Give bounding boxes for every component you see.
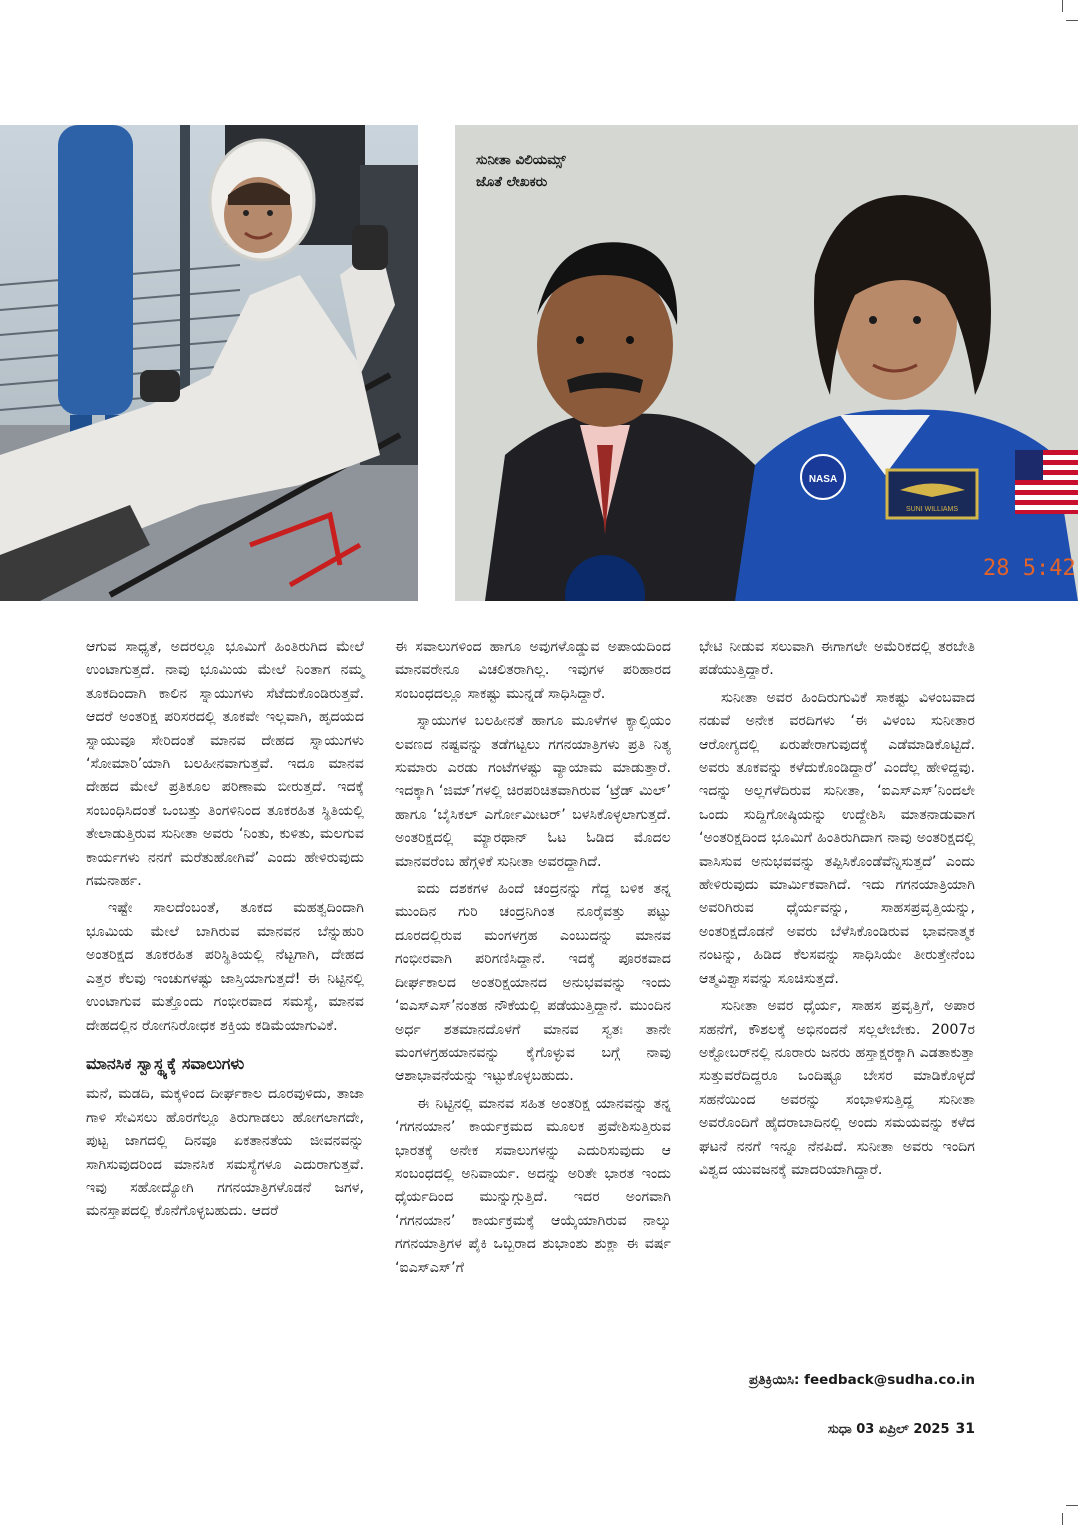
feedback-line: ಪ್ರತಿಕ್ರಿಯಿಸಿ: feedback@sudha.co.in (749, 1372, 975, 1388)
sunita-author-photo (455, 125, 1078, 601)
page-footer (828, 1421, 975, 1437)
article-column-1 (86, 636, 364, 1224)
name-tag-text: SUNI WILLIAMS (905, 506, 959, 513)
astronaut-stretcher-photo (0, 125, 418, 601)
photo-caption (476, 149, 566, 193)
crop-mark (1062, 0, 1063, 12)
section-heading: ಮಾನಸಿಕ ಸ್ವಾಸ್ಥ್ಯಕ್ಕೆ ಸವಾಲುಗಳು (86, 1053, 245, 1073)
issue-info: ಸುಧಾ 03 ಏಪ್ರಿಲ್ 2025 (827, 1422, 950, 1437)
crop-mark (1066, 20, 1078, 21)
page-number: 31 (955, 1421, 975, 1437)
article-column-2 (395, 636, 671, 1280)
nasa-patch-text: NASA (808, 474, 838, 485)
paragraph: ಮನೆ, ಮಡದಿ, ಮಕ್ಕಳಿಂದ ದೀರ್ಘಕಾಲ ದೂರವುಳಿದು, ತಾಜಾ ಗಾಳಿ ಸೇವಿಸಲು ಹೊರಗೆಲ್ಲೂ ತಿರುಗಾಡಲು ಹೋಗಲಾಗದೇ, ಪುಟ್ಟ ಜಾಗದಲ್ಲಿ ದಿನವೂ ಏಕತಾನತೆಯ ಜೀವನವನ್ನು ಸಾಗಿಸುವುದರಿಂದ ಮಾನಸಿಕ ಸಮಸ್ಯೆಗಳೂ ಎದುರಾಗುತ್ತವೆ. ಇವು ಸಹೋದ್ಯೋಗಿ ಗಗನಯಾತ್ರಿಗಳೊಡನೆ ಜಗಳ, ಮನಸ್ತಾಪದಲ್ಲಿ ಕೊನೆಗೊಳ್ಳಬಹುದು. ಆದರೆ (86, 1086, 364, 1220)
caption-line-1: ಸುನೀತಾ ವಿಲಿಯಮ್ಸ್ (476, 152, 566, 168)
paragraph: ಭೇಟಿ ನೀಡುವ ಸಲುವಾಗಿ ಈಗಾಗಲೇ ಅಮೆರಿಕದಲ್ಲಿ ತರಬೇತಿ ಪಡೆಯುತ್ತಿದ್ದಾರೆ. (699, 639, 975, 679)
paragraph: ಸ್ನಾಯುಗಳ ಬಲಹೀನತೆ ಹಾಗೂ ಮೂಳೆಗಳ ಕ್ಯಾಲ್ಸಿಯಂ ಲವಣದ ನಷ್ಟವನ್ನು ತಡೆಗಟ್ಟಲು ಗಗನಯಾತ್ರಿಗಳು ಪ್ರತಿ ನಿತ್ಯ ಸುಮಾರು ಎರಡು ಗಂಟೆಗಳಷ್ಟು ವ್ಯಾಯಾಮ ಮಾಡುತ್ತಾರೆ. ಇದಕ್ಕಾಗಿ ‘ಜಿಮ್’ಗಳಲ್ಲಿ ಚಿರಪರಿಚಿತವಾಗಿರುವ ‘ಟ್ರೆಡ್ ಮಿಲ್’ ಹಾಗೂ ‘ಬೈಸಿಕಲ್ ಎರ್ಗೋಮೀಟರ್’ ಬಳಸಿಕೊಳ್ಳಲಾಗುತ್ತದೆ. ಅಂತರಿಕ್ಷದಲ್ಲಿ ಮ್ಯಾರಥಾನ್ ಓಟ ಓಡಿದ ಮೊದಲ ಮಾನವರೆಂಬ ಹೆಗ್ಗಳಿಕೆ ಸುನೀತಾ ಅವರದ್ದಾಗಿದೆ. (395, 713, 671, 870)
photo-timestamp: 28 5:42 (983, 556, 1076, 581)
paragraph: ಇಷ್ಟೇ ಸಾಲದೆಂಬಂತೆ, ತೂಕದ ಮಹತ್ವದಿಂದಾಗಿ ಭೂಮಿಯ ಮೇಲೆ ಬಾಗಿರುವ ಮಾನವನ ಬೆನ್ನುಹುರಿ ಅಂತರಿಕ್ಷದ ತೂಕರಹಿತ ಪರಿಸ್ಥಿತಿಯಲ್ಲಿ ನೆಟ್ಟಗಾಗಿ, ದೇಹದ ಎತ್ತರ ಕೆಲವು ಇಂಚುಗಳಷ್ಟು ಜಾಸ್ತಿಯಾಗುತ್ತದೆ! ಈ ನಿಟ್ಟಿನಲ್ಲಿ ಉಂಟಾಗುವ ಮತ್ತೊಂದು ಗಂಭೀರವಾದ ಸಮಸ್ಯೆ, ಮಾನವ ದೇಹದಲ್ಲಿನ ರೋಗನಿರೋಧಕ ಶಕ್ತಿಯ ಕಡಿಮೆಯಾಗುವಿಕೆ. (86, 900, 364, 1034)
paragraph: ಸುನೀತಾ ಅವರ ಧೈರ್ಯ, ಸಾಹಸ ಪ್ರವೃತ್ತಿಗೆ, ಅಪಾರ ಸಹನೆಗೆ, ಕೌಶಲಕ್ಕೆ ಅಭಿನಂದನೆ ಸಲ್ಲಲೇಬೇಕು. 2007ರ ಅಕ್ಟೋಬರ್‌ನಲ್ಲಿ ನೂರಾರು ಜನರು ಹಸ್ತಾಕ್ಷರಕ್ಕಾಗಿ ಎಡತಾಕುತ್ತಾ ಸುತ್ತುವರೆದಿದ್ದರೂ ಒಂದಿಷ್ಟೂ ಬೇಸರ ಮಾಡಿಕೊಳ್ಳದೆ ಸಹನೆಯಿಂದ ಅವರನ್ನು ಸಂಭಾಳಿಸುತ್ತಿದ್ದ ಸುನೀತಾ ಅವರೊಂದಿಗೆ ಹೈದರಾಬಾದಿನಲ್ಲಿ ಅಂದು ಸಮಯವನ್ನು ಕಳೆದ ಘಟನೆ ನನಗೆ ಇನ್ನೂ ನೆನಪಿದೆ. ಸುನೀತಾ ಅವರು ಇಂದಿಗ ವಿಶ್ವದ ಯುವಜನಕ್ಕೆ ಮಾದರಿಯಾಗಿದ್ದಾರೆ. (699, 998, 975, 1178)
article-column-3 (699, 636, 975, 1182)
crop-mark (1062, 1513, 1063, 1525)
paragraph: ಈ ನಿಟ್ಟಿನಲ್ಲಿ ಮಾನವ ಸಹಿತ ಅಂತರಿಕ್ಷ ಯಾನವನ್ನು ತನ್ನ ‘ಗಗನಯಾನ’ ಕಾರ್ಯಕ್ರಮದ ಮೂಲಕ ಪ್ರವೇಶಿಸುತ್ತಿರುವ ಭಾರತಕ್ಕೆ ಅನೇಕ ಸವಾಲುಗಳನ್ನು ಎದುರಿಸುವುದು ಆ ಸಂಬಂಧದಲ್ಲಿ ಅನಿವಾರ್ಯ. ಅದನ್ನು ಅರಿತೇ ಭಾರತ ಇಂದು ಧೈರ್ಯದಿಂದ ಮುನ್ನುಗ್ಗುತ್ತಿದೆ. ಇದರ ಅಂಗವಾಗಿ ‘ಗಗನಯಾನ’ ಕಾರ್ಯಕ್ರಮಕ್ಕೆ ಆಯ್ಕೆಯಾಗಿರುವ ನಾಲ್ಕು ಗಗನಯಾತ್ರಿಗಳ ಪೈಕಿ ಒಬ್ಬರಾದ ಶುಭಾಂಶು ಶುಕ್ಲಾ ಈ ವರ್ಷ ‘ಐಎಸ್‌ಎಸ್’ಗೆ (395, 1095, 671, 1276)
crop-mark (1066, 1505, 1078, 1506)
paragraph: ಆಗುವ ಸಾಧ್ಯತೆ, ಅದರಲ್ಲೂ ಭೂಮಿಗೆ ಹಿಂತಿರುಗಿದ ಮೇಲೆ ಉಂಟಾಗುತ್ತದೆ. ನಾವು ಭೂಮಿಯ ಮೇಲೆ ನಿಂತಾಗ ನಮ್ಮ ತೂಕದಿಂದಾಗಿ ಕಾಲಿನ ಸ್ನಾಯುಗಳು ಸೆಟೆದುಕೊಂಡಿರುತ್ತವೆ. ಆದರೆ ಅಂತರಿಕ್ಷ ಪರಿಸರದಲ್ಲಿ ತೂಕವೇ ಇಲ್ಲವಾಗಿ, ಹೃದಯದ ಸ್ನಾಯುವೂ ಸೇರಿದಂತೆ ಮಾನವ ದೇಹದ ಸ್ನಾಯುಗಳು ‘ಸೋಮಾರಿ’ಯಾಗಿ ಬಲಹೀನವಾಗುತ್ತವೆ. ಇದೂ ಮಾನವ ದೇಹದ ಮೇಲೆ ಪ್ರತಿಕೂಲ ಪರಿಣಾಮ ಬೀರುತ್ತದೆ. ಇದಕ್ಕೆ ಸಂಬಂಧಿಸಿದಂತೆ ಒಂಬತ್ತು ತಿಂಗಳಿನಿಂದ ತೂಕರಹಿತ ಸ್ಥಿತಿಯಲ್ಲಿ ತೇಲಾಡುತ್ತಿರುವ ಸುನೀತಾ ಅವರು ‘ನಿಂತು, ಕುಳಿತು, ಮಲಗುವ ಕಾರ್ಯಗಳು ನನಗೆ ಮರೆತುಹೋಗಿವೆ’ ಎಂದು ಹೇಳಿರುವುದು ಗಮನಾರ್ಹ. (86, 639, 364, 890)
paragraph: ಸುನೀತಾ ಅವರ ಹಿಂದಿರುಗುವಿಕೆ ಸಾಕಷ್ಟು ವಿಳಂಬವಾದ ನಡುವೆ ಅನೇಕ ವರದಿಗಳು ‘ಈ ವಿಳಂಬ ಸುನೀತಾರ ಆರೋಗ್ಯದಲ್ಲಿ ಏರುಪೇರಾಗುವುದಕ್ಕೆ ಎಡೆಮಾಡಿಕೊಟ್ಟಿದೆ. ಅವರು ತೂಕವನ್ನು ಕಳೆದುಕೊಂಡಿದ್ದಾರೆ’ ಎಂದೆಲ್ಲ ಹೇಳಿದ್ದವು. ಇದನ್ನು ಅಲ್ಲಗಳೆದಿರುವ ಸುನೀತಾ, ‘ಐಎಸ್‌ಎಸ್’ನಿಂದಲೇ ಒಂದು ಸುದ್ದಿಗೋಷ್ಠಿಯನ್ನು ಉದ್ದೇಶಿಸಿ ಮಾತನಾಡುವಾಗ ‘ಅಂತರಿಕ್ಷದಿಂದ ಭೂಮಿಗೆ ಹಿಂತಿರುಗಿದಾಗ ನಾವು ಅಂತರಿಕ್ಷದಲ್ಲಿ ವಾಸಿಸುವ ಅನುಭವವನ್ನು ತಪ್ಪಿಸಿಕೊಂಡೆವೆನ್ನಿಸುತ್ತದೆ’ ಎಂದು ಹೇಳಿರುವುದು ಮಾರ್ಮಿಕವಾಗಿದೆ. ಇದು ಗಗನಯಾತ್ರಿಯಾಗಿ ಅವರಿಗಿರುವ ಧೈರ್ಯವನ್ನು, ಸಾಹಸಪ್ರವೃತ್ತಿಯನ್ನು, ಅಂತರಿಕ್ಷದೊಡನೆ ಅವರು ಬೆಳೆಸಿಕೊಂಡಿರುವ ಭಾವನಾತ್ಮಕ ನಂಟನ್ನು, ಹಿಡಿದ ಕೆಲಸವನ್ನು ಸಾಧಿಸಿಯೇ ತೀರುತ್ತೇನೆಂಬ ಆತ್ಮವಿಶ್ವಾಸವನ್ನು ಸೂಚಿಸುತ್ತದೆ. (699, 689, 975, 987)
paragraph: ಐದು ದಶಕಗಳ ಹಿಂದೆ ಚಂದ್ರನನ್ನು ಗೆದ್ದ ಬಳಿಕ ತನ್ನ ಮುಂದಿನ ಗುರಿ ಚಂದ್ರನಿಗಿಂತ ನೂರೈವತ್ತು ಪಟ್ಟು ದೂರದಲ್ಲಿರುವ ಮಂಗಳಗ್ರಹ ಎಂಬುದನ್ನು ಮಾನವ ಗಂಭೀರವಾಗಿ ಪರಿಗಣಿಸಿದ್ದಾನೆ. ಇದಕ್ಕೆ ಪೂರಕವಾದ ದೀರ್ಘಕಾಲದ ಅಂತರಿಕ್ಷಯಾನದ ಅನುಭವವನ್ನು ಇಂದು ‘ಐಎಸ್‌ಎಸ್’ನಂತಹ ನೌಕೆಯಲ್ಲಿ ಪಡೆಯುತ್ತಿದ್ದಾನೆ. ಮುಂದಿನ ಅರ್ಧ ಶತಮಾನದೊಳಗೆ ಮಾನವ ಸ್ವತಃ ತಾನೇ ಮಂಗಳಗ್ರಹಯಾನವನ್ನು ಕೈಗೊಳ್ಳುವ ಬಗ್ಗೆ ನಾವು ಆಶಾಭಾವನೆಯನ್ನು ಇಟ್ಟುಕೊಳ್ಳಬಹುದು. (395, 881, 671, 1085)
caption-line-2: ಜೊತೆ ಲೇಖಕರು (476, 174, 548, 190)
paragraph: ಈ ಸವಾಲುಗಳಿಂದ ಹಾಗೂ ಅವುಗಳೊಡ್ಡುವ ಅಪಾಯದಿಂದ ಮಾನವರೇನೂ ವಿಚಲಿತರಾಗಿಲ್ಲ. ಇವುಗಳ ಪರಿಹಾರದ ಸಂಬಂಧದಲ್ಲೂ ಸಾಕಷ್ಟು ಮುನ್ನಡೆ ಸಾಧಿಸಿದ್ದಾರೆ. (395, 639, 671, 702)
